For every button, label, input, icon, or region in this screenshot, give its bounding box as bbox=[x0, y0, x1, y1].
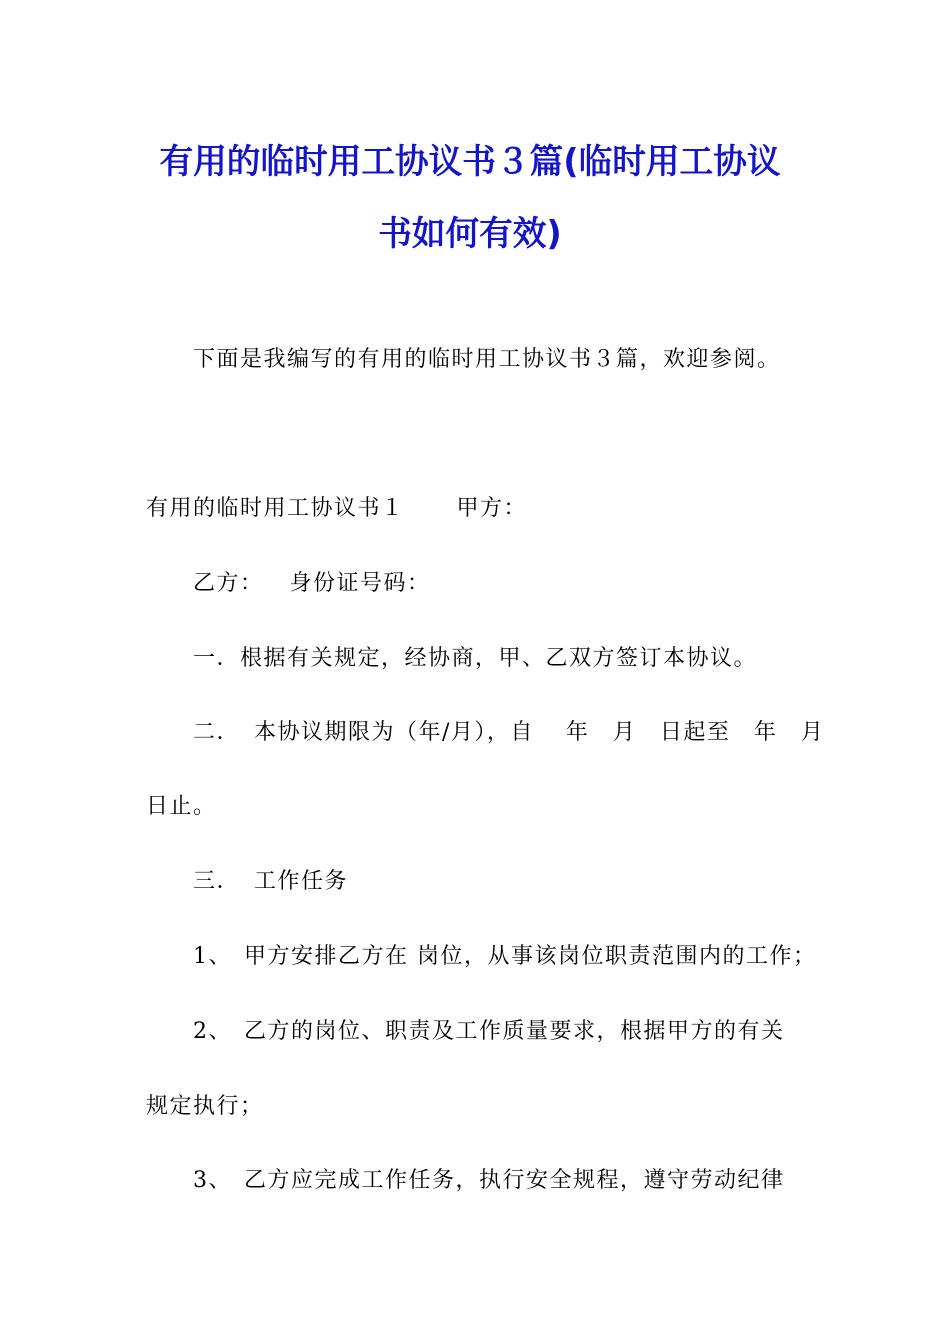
clause-1: 一．根据有关规定，经协商，甲、乙双方签订本协议。 bbox=[193, 646, 758, 671]
document-title-line-1: 有用的临时用工协议书３篇(临时用工协议 bbox=[159, 142, 781, 182]
section-heading: 有用的临时用工协议书１ bbox=[146, 496, 405, 521]
id-number-label: 身份证号码： bbox=[289, 571, 431, 596]
clause-3-number: 三． bbox=[193, 869, 241, 894]
clause-3-line bbox=[193, 867, 348, 897]
section-heading-line bbox=[146, 494, 527, 524]
item-1-line bbox=[193, 942, 817, 972]
item-2-line bbox=[193, 1017, 785, 1047]
clause-2-text: 本协议期限为（年/月），自 年 月 日起至 年 月 bbox=[254, 720, 825, 745]
item-2-text: 乙方的岗位、职责及工作质量要求，根据甲方的有关 bbox=[244, 1019, 785, 1044]
item-3-text: 乙方应完成工作任务，执行安全规程，遵守劳动纪律 bbox=[244, 1168, 785, 1193]
item-2-number: 2、 bbox=[193, 1019, 232, 1044]
document-title-line-2: 书如何有效) bbox=[378, 214, 562, 254]
clause-3-text: 工作任务 bbox=[254, 869, 349, 894]
party-b-label: 乙方： bbox=[193, 571, 264, 596]
item-3-number: 3、 bbox=[193, 1168, 232, 1193]
clause-2-continuation: 日止。 bbox=[146, 794, 217, 819]
clause-2-number: 二． bbox=[193, 720, 241, 745]
item-1-text: 甲方安排乙方在 岗位，从事该岗位职责范围内的工作； bbox=[244, 944, 817, 969]
item-1-number: 1、 bbox=[193, 944, 232, 969]
item-3-line bbox=[193, 1166, 785, 1196]
intro-paragraph: 下面是我编写的有用的临时用工协议书３篇，欢迎参阅。 bbox=[193, 347, 781, 372]
item-2-continuation: 规定执行； bbox=[146, 1094, 264, 1119]
party-b-line bbox=[193, 569, 431, 599]
party-a-label: 甲方： bbox=[456, 496, 528, 521]
clause-2-line bbox=[193, 718, 824, 748]
